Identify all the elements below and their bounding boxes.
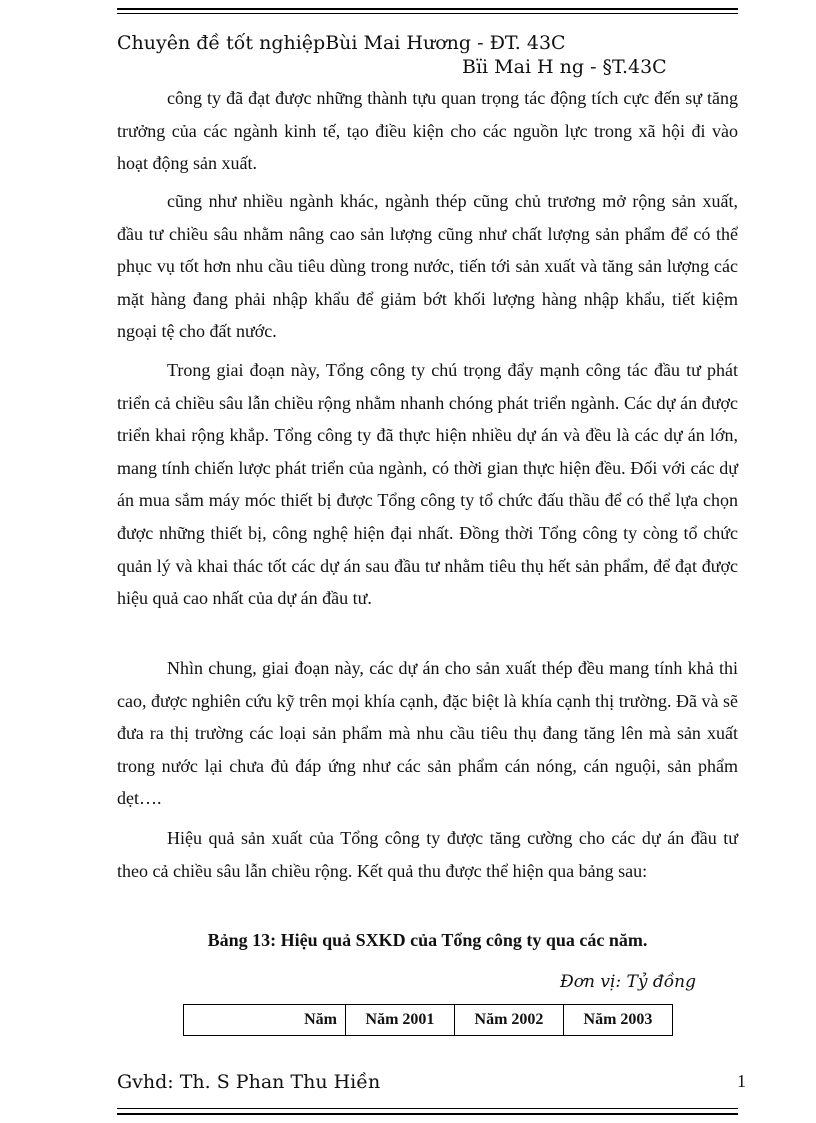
footer-instructor: Gvhd: Th. S Phan Thu Hiền	[117, 1071, 381, 1093]
table-unit: Đơn vị: Tỷ đồng	[560, 972, 696, 992]
results-table	[183, 1004, 673, 1036]
bottom-rule-thick	[117, 1113, 738, 1115]
top-rule-thick	[117, 8, 738, 10]
table-caption: Bảng 13: Hiệu quả SXKD của Tổng công ty qua các năm.	[207, 930, 648, 950]
table-header-cell: Năm 2003	[564, 1005, 673, 1036]
header-title: Chuyên đề tốt nghiệpBùi Mai Hương - ĐT. 43C	[117, 32, 566, 54]
header-subtitle: Bïi Mai H ng - §T.43C	[462, 56, 667, 78]
top-rule-thin	[117, 13, 738, 14]
bottom-rule-thin	[117, 1108, 738, 1109]
paragraph-5: Hiệu quả sản xuất của Tổng công ty được tăng cường cho các dự án đầu tư theo cả chiều sâu lẫn chiều rộng. Kết quả thu được thể hiện qua bảng sau:	[117, 828, 738, 881]
table-header-cell: Năm 2002	[455, 1005, 564, 1036]
paragraph-3: Trong giai đoạn này, Tổng công ty chú trọng đẩy mạnh công tác đầu tư phát triển cả chiều sâu lẫn chiều rộng nhằm nhanh chóng phát triển ngành. Các dự án được triển khai rộng khắp. Tổng công ty đã thực hiện nhiều dự án và đều là các dự án lớn, mang tính chiến lược phát triển của ngành, có thời gian thực hiện đều. Đối với các dự án mua sắm máy móc thiết bị được Tổng công ty tổ chức đấu thầu để có thể lựa chọn được những thiết bị, công nghệ hiện đại nhất. Đồng thời Tổng công ty còng tổ chức quản lý và khai thác tốt các dự án sau đầu tư nhằm tiêu thụ hết sản phẩm, để đạt được hiệu quả cao nhất của dự án đầu tư.	[117, 360, 738, 609]
table-header-cell: Năm 2001	[346, 1005, 455, 1036]
page-number: 1	[737, 1071, 746, 1091]
paragraph-4: Nhìn chung, giai đoạn này, các dự án cho sản xuất thép đều mang tính khả thi cao, được nghiên cứu kỹ trên mọi khía cạnh, đặc biệt là khía cạnh thị trường. Đã và sẽ đưa ra thị trường các loại sản phẩm mà nhu cầu tiêu thụ đang tăng lên mà sản xuất trong nước lại chưa đủ đáp ứng như các sản phẩm cán nóng, cán nguội, sản phẩm dẹt….	[117, 658, 738, 809]
table-header-row	[184, 1005, 673, 1036]
table-header-cell: Năm	[184, 1005, 346, 1036]
paragraph-2: cũng như nhiều ngành khác, ngành thép cũng chủ trương mở rộng sản xuất, đầu tư chiều sâu nhằm nâng cao sản lượng cũng như chất lượng sản phẩm để có thể phục vụ tốt hơn nhu cầu tiêu dùng trong nước, tiến tới sản xuất và tăng sản lượng các mặt hàng đang phải nhập khẩu để giảm bớt khối lượng hàng nhập khẩu, tiết kiệm ngoại tệ cho đất nước.	[117, 191, 738, 342]
paragraph-1: công ty đã đạt được những thành tựu quan trọng tác động tích cực đến sự tăng trưởng của các ngành kinh tế, tạo điều kiện cho các nguồn lực trong xã hội đi vào hoạt động sản xuất.	[117, 88, 738, 174]
